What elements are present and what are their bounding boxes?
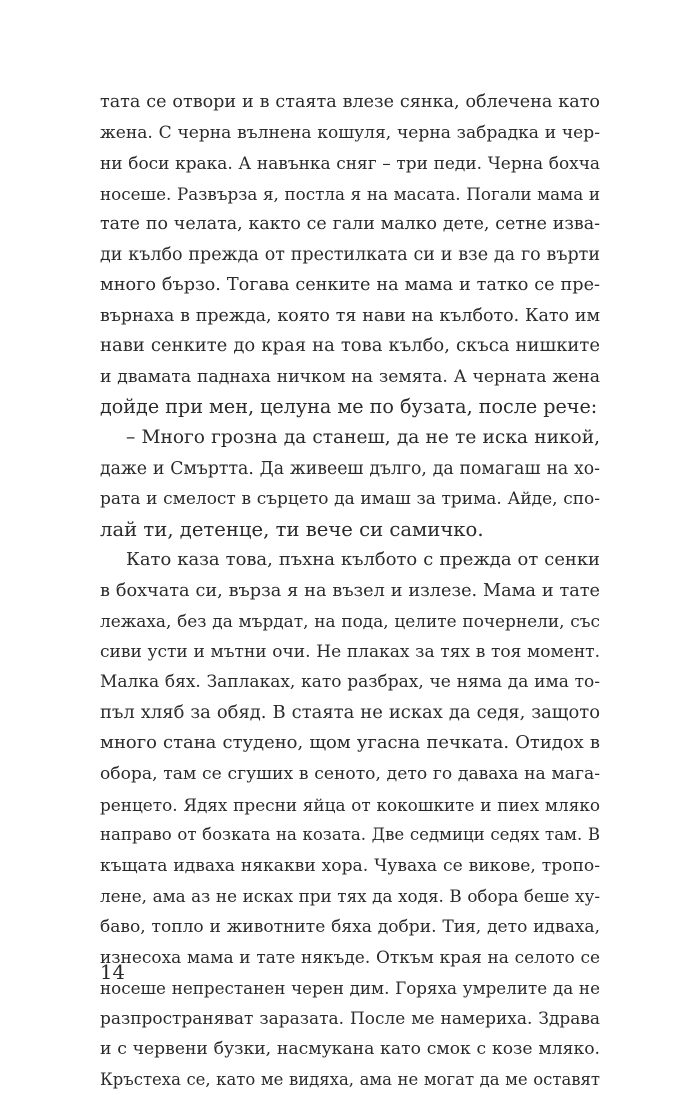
page-number: 14 — [100, 961, 125, 985]
text-line: Малка бях. Заплаках, като разбрах, че няма да има то- — [100, 667, 600, 698]
text-line: ренцето. Ядях пресни яйца от кокошките и пиех мляко — [100, 790, 600, 821]
text-line: тата се отвори и в стаята влезе сянка, облечена като — [100, 87, 600, 118]
text-line: рата и смелост в сърцето да имаш за трима. Айде, спо- — [100, 484, 600, 515]
text-line: ни боси крака. А навънка сняг – три педи. Черна бохча — [100, 148, 600, 179]
text-line: пъл хляб за обяд. В стаята не исках да седя, защото — [100, 698, 600, 729]
text-line: лай ти, детенце, ти вече си самичко. — [100, 515, 600, 546]
text-line: изнесоха мама и тате някъде. Откъм края на селото се — [100, 942, 600, 973]
text-line: носеше. Развърза я, постла я на масата. Погали мама и — [100, 179, 600, 210]
text-line: направо от бозката на козата. Две седмици седях там. В — [100, 820, 600, 851]
text-line: разпространяват заразата. После ме намериха. Здрава — [100, 1003, 600, 1034]
text-line: ди кълбо прежда от престилката си и взе да го върти — [100, 240, 600, 271]
text-line: Кръстеха се, като ме видяха, ама не могат да ме оставят — [100, 1065, 600, 1095]
body-text — [100, 87, 600, 1095]
text-line: даже и Смъртта. Да живееш дълго, да помагаш на хо- — [100, 454, 600, 485]
text-line: и с червени бузки, насмукана като смок с козе мляко. — [100, 1034, 600, 1065]
text-line: и двамата паднаха ничком на земята. А черната жена — [100, 362, 600, 393]
text-line: дойде при мен, целуна ме по бузата, после рече: — [100, 392, 600, 423]
text-line: сиви усти и мътни очи. Не плаках за тях в тоя момент. — [100, 637, 600, 668]
text-line: носеше непрестанен черен дим. Горяха умрелите да не — [100, 973, 600, 1004]
text-line: лежаха, без да мърдат, на пода, целите почернели, със — [100, 606, 600, 637]
text-line: върнаха в прежда, която тя нави на кълбото. Като им — [100, 301, 600, 332]
text-line: много стана студено, щом угасна печката. Отидох в — [100, 728, 600, 759]
text-line: много бързо. Тогава сенките на мама и татко се пре- — [100, 270, 600, 301]
text-line: баво, топло и животните бяха добри. Тия, дето идваха, — [100, 912, 600, 943]
text-line: в бохчата си, върза я на възел и излезе. Мама и тате — [100, 576, 600, 607]
text-line: тате по челата, както се гали малко дете, сетне изва- — [100, 209, 600, 240]
text-line: нави сенките до края на това кълбо, скъса нишките — [100, 331, 600, 362]
text-line: къщата идваха някакви хора. Чуваха се викове, тропо- — [100, 851, 600, 882]
text-line: Като каза това, пъхна кълбото с прежда от сенки — [100, 545, 600, 576]
text-line: жена. С черна вълнена кошуля, черна забрадка и чер- — [100, 118, 600, 149]
text-line: обора, там се сгуших в сеното, дето го даваха на мага- — [100, 759, 600, 790]
text-line: лене, ама аз не исках при тях да ходя. В обора беше ху- — [100, 881, 600, 912]
text-line: – Много грозна да станеш, да не те иска никой, — [100, 423, 600, 454]
